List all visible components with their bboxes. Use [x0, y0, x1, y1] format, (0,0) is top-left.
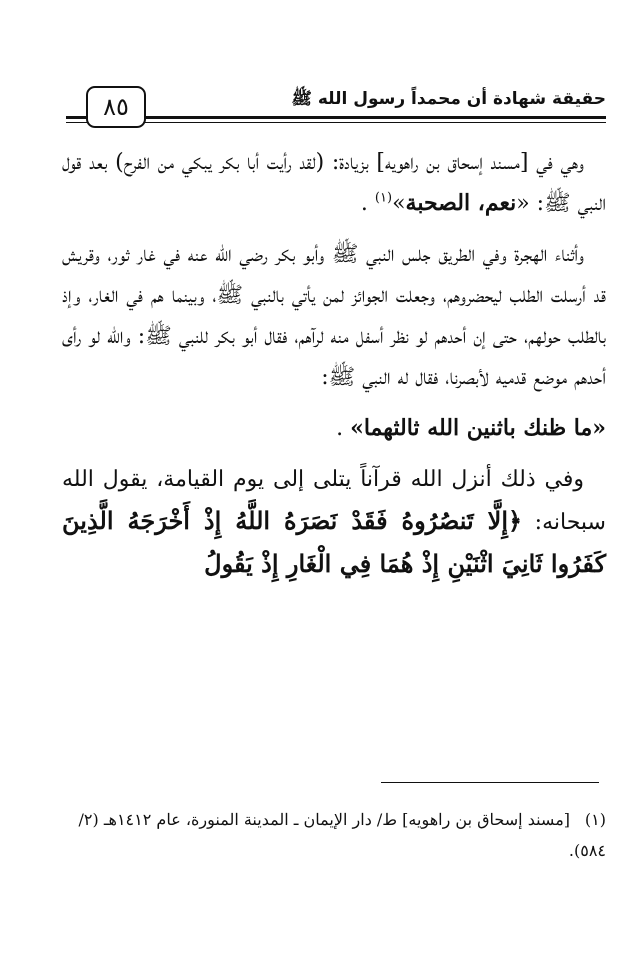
paragraph-2: [62, 234, 606, 398]
hadith-quote-2: «ما ظنك باثنين الله ثالثهما»: [350, 415, 606, 441]
main-text: [62, 142, 606, 596]
paragraph-1: [62, 142, 606, 224]
footnote-text: [مسند إسحاق بن راهويه] ط/ دار الإيمان ـ المدينة المنورة، عام ١٤١٢هـ (٢/ ٥٨٤).: [78, 810, 606, 860]
footnote-reference: (١): [374, 190, 393, 206]
paragraph-4: [62, 459, 606, 586]
paragraph-1-end: .: [360, 191, 368, 216]
page-header: [66, 70, 606, 126]
quran-verse: ﴿إِلَّا تَنصُرُوهُ فَقَدْ نَصَرَهُ اللَّهُ إِذْ أَخْرَجَهُ الَّذِينَ كَفَرُوا ثَانِيَ اثْنَيْنِ إِذْ هُمَا فِي الْغَارِ إِذْ يَقُولُ: [62, 506, 606, 578]
paragraph-1-text: وهي في [مسند إسحاق بن راهويه] بزيادة: (لقد رأيت أبا بكر يبكي من الفرح) بعد قول النبي ﷺ: «: [62, 150, 606, 216]
footnote-separator: [381, 782, 599, 783]
hadith-quote: نعم، الصحبة: [405, 190, 517, 216]
header-rule-thin: [66, 122, 606, 123]
paragraph-3: [62, 408, 606, 449]
paragraph-3-end: .: [336, 416, 344, 441]
running-title: حقيقة شهادة أن محمداً رسول الله ﷺ: [291, 89, 606, 109]
page-number: ٨٥: [86, 86, 146, 128]
footnote: [62, 804, 606, 866]
header-rule: [66, 116, 606, 119]
quote-close: »: [392, 191, 406, 216]
paragraph-4-text: وفي ذلك أنزل الله قرآناً يتلى إلى يوم القيامة، يقول الله سبحانه:: [62, 467, 606, 535]
footnote-number: (١): [584, 810, 606, 829]
paragraph-2-text: وأثناء الهجرة وفي الطريق جلس النبي ﷺ وأبو بكر رضي الله عنه في غار ثور، وقريش قد أرسلت الطلب ليحضروهم، وجعلت الجوائز لمن يأتي بالنبي ﷺ، وبينما هم في الغار، وإذ بالطلب حولهم، حتى إن أحدهم لو نظر أسفل منه لرآهم، فقال أبو بكر للنبي ﷺ: والله لو رأى أحدهم موضع قدميه لأبصرنا، فقال له النبي ﷺ:: [62, 242, 606, 390]
